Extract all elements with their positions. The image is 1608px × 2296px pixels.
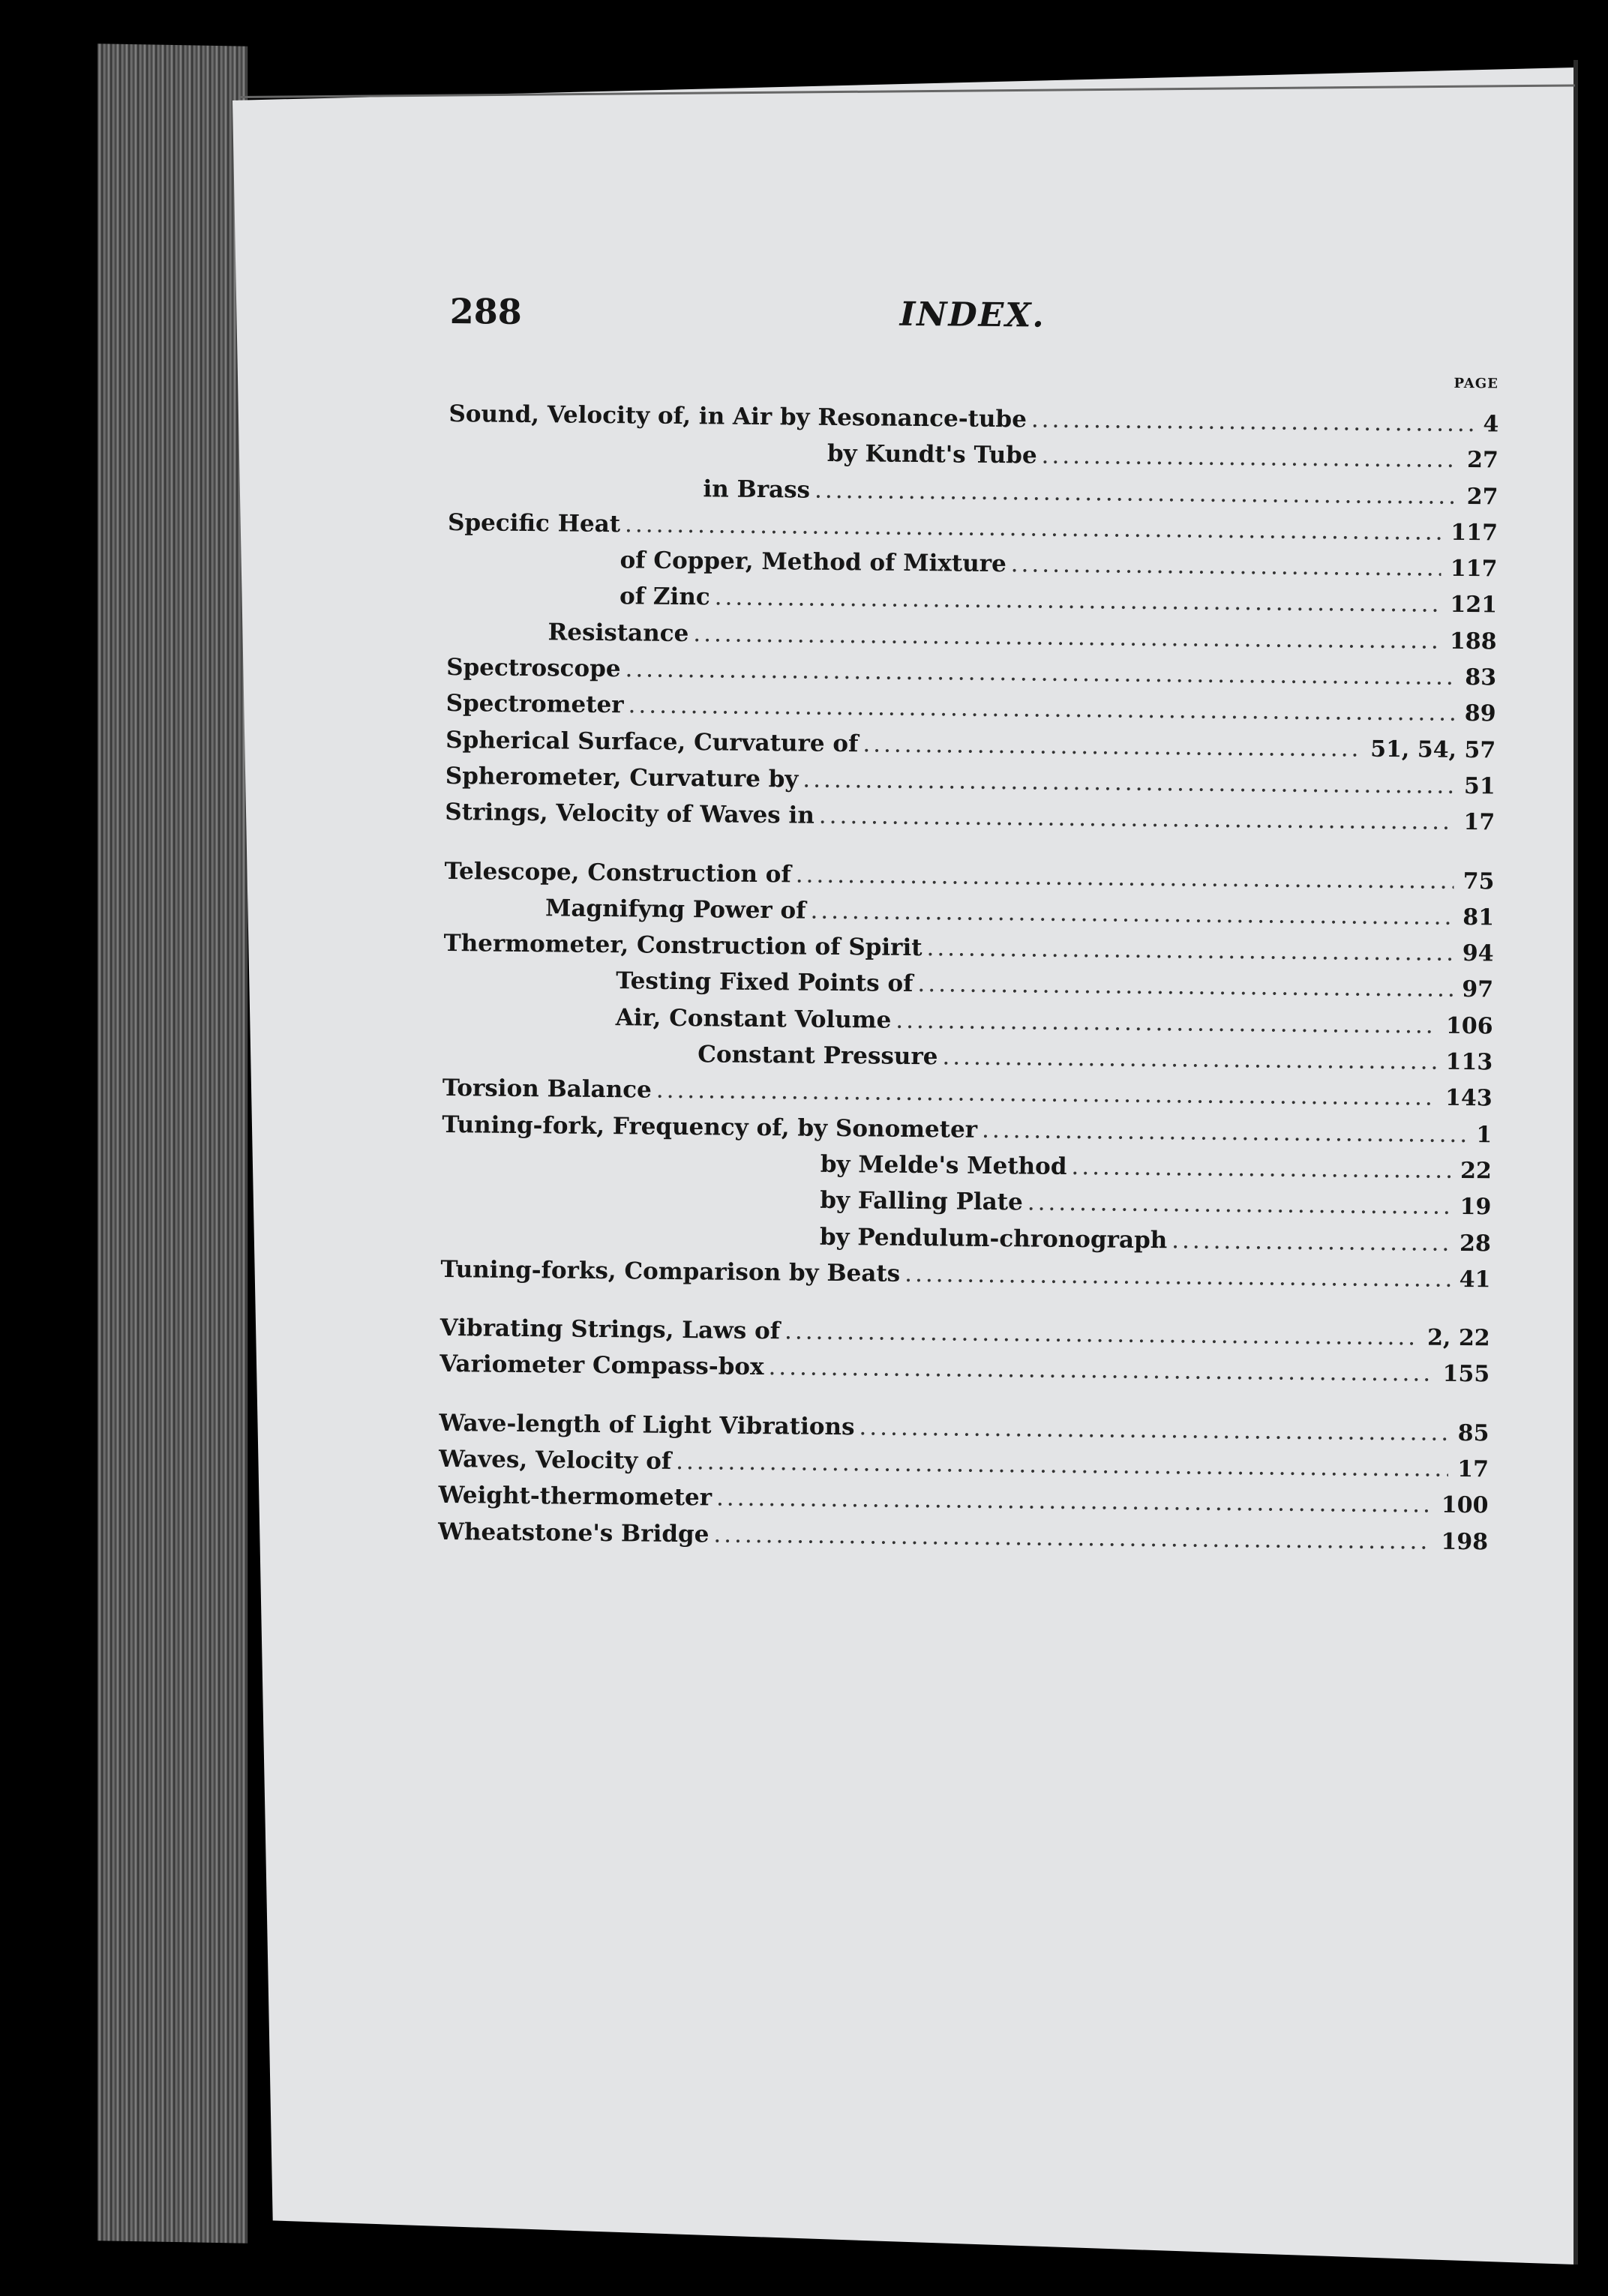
dot-leader [982,1117,1468,1148]
dot-leader [942,1043,1436,1075]
index-entry-term: Thermometer, Construction of Spirit [443,930,922,962]
index-entry-term: Spherical Surface, Curvature of [446,726,859,757]
dot-leader [814,476,1458,509]
index-entry-page: 2, 22 [1426,1324,1490,1352]
index-entry-term: Sound, Velocity of, in Air by Resonance-tube [448,400,1028,433]
index-entry-term: by Falling Plate [820,1187,1023,1216]
index-entry-page: 51 [1463,772,1496,800]
index-entry-term: Testing Fixed Points of [616,967,914,998]
dot-leader [810,898,1454,931]
index-entry-page: 75 [1462,868,1495,895]
page-number: 288 [449,291,523,332]
index-entry-term: Weight-thermometer [438,1482,712,1512]
index-entries [438,400,1499,1564]
index-entry-term: Constant Pressure [698,1041,938,1071]
dot-leader [1011,550,1442,582]
index-content [438,291,1500,1564]
index-entry-term: Waves, Velocity of [438,1445,672,1475]
index-entry-term: Spectroscope [446,654,621,683]
index-entry-term: of Zinc [619,583,710,611]
index-entry-page: 97 [1462,976,1494,1003]
dot-leader [1172,1227,1450,1257]
dot-leader [784,1317,1418,1350]
index-entry-term: Wave-length of Light Vibrations [439,1409,855,1440]
index-entry-page: 83 [1465,664,1497,691]
index-entry-term: Variometer Compass-box [440,1350,764,1381]
index-entry-page: 89 [1464,700,1496,727]
index-entry-term: Tuning-fork, Frequency of, by Sonometer [442,1111,978,1144]
index-entry-term: Torsion Balance [442,1075,652,1104]
index-entry-term: Resistance [548,619,689,647]
index-entry-page: 81 [1462,904,1495,931]
dot-leader [802,766,1455,799]
index-entry-term: Magnifyng Power of [544,895,806,925]
page-header [449,291,1500,392]
index-entry-term: of Copper, Method of Mixture [620,547,1006,578]
index-entry-page: 198 [1441,1528,1489,1555]
page-column-label: PAGE [1454,375,1498,392]
dot-leader [917,970,1453,1003]
dot-leader [862,730,1361,762]
index-entry-page: 1 [1476,1121,1492,1149]
index-entry-page: 28 [1459,1230,1492,1257]
index-entry-page: 85 [1457,1419,1490,1447]
index-entry-term: Spectrometer [446,690,624,719]
index-entry-term: Wheatstone's Bridge [437,1518,710,1548]
book-page-edges [98,43,248,2243]
index-entry-page: 117 [1450,519,1498,547]
index-entry-term: by Pendulum-chronograph [819,1223,1168,1254]
index-entry-page: 100 [1441,1492,1489,1519]
index-entry-term: Specific Heat [447,508,621,538]
index-entry-page: 51, 54, 57 [1370,736,1496,764]
dot-leader [796,861,1454,894]
index-entry-term: Vibrating Strings, Laws of [440,1314,781,1345]
index-entry-term: by Kundt's Tube [826,440,1037,469]
index-entry-page: 143 [1444,1085,1492,1112]
dot-leader [1028,1189,1451,1220]
dot-leader [1041,442,1458,473]
index-entry-page: 155 [1442,1361,1490,1388]
index-entry-term: Telescope, Construction of [444,857,791,888]
index-entry-page: 19 [1460,1194,1492,1221]
dot-leader [819,802,1455,835]
index-entry-term: Air, Constant Volume [615,1003,892,1034]
index-entry-term: Tuning-forks, Comparison by Beats [440,1255,901,1287]
index-entry-page: 106 [1445,1012,1493,1040]
index-entry-page: 188 [1449,628,1497,655]
dot-leader [896,1007,1437,1039]
dot-leader [904,1260,1450,1293]
index-entry-page: 17 [1457,1455,1490,1483]
index-entry-page: 27 [1466,447,1499,474]
index-entry-page: 94 [1462,940,1494,967]
index-entry-page: 41 [1459,1266,1491,1293]
index-entry-page: 27 [1466,483,1498,511]
index-entry-term: in Brass [703,475,811,504]
index-entry-page: 17 [1463,809,1496,836]
dot-leader [926,934,1454,967]
index-entry-page: 22 [1460,1157,1492,1185]
index-entry-term: Spherometer, Curvature by [445,762,799,793]
index-entry-page: 121 [1450,592,1498,619]
index-entry-page: 4 [1483,411,1499,438]
dot-leader [1071,1153,1451,1184]
index-entry-page: 117 [1450,556,1498,583]
index-entry-page: 113 [1445,1048,1493,1076]
dot-leader [1031,406,1474,437]
index-entry-term: Strings, Velocity of Waves in [445,799,815,829]
facing-page-edge [1574,60,1578,2265]
running-head: INDEX. [899,295,1046,335]
dot-leader [768,1354,1433,1388]
dot-leader [859,1413,1449,1446]
index-entry-term: by Melde's Method [820,1150,1067,1180]
